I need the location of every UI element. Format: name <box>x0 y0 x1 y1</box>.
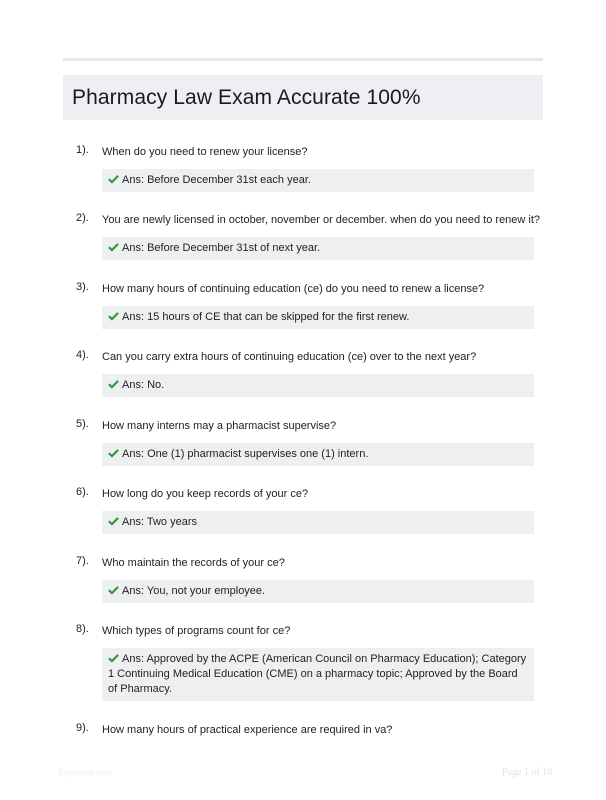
question-number: 4). <box>76 349 89 361</box>
answer-text: Ans: 15 hours of CE that can be skipped for the first renew. <box>122 311 410 323</box>
question-text: How many hours of practical experience are required in va? <box>102 724 393 736</box>
check-icon <box>108 174 119 184</box>
answer-box <box>102 169 534 192</box>
answer-box <box>102 237 534 260</box>
page-number: Page 1 of 10 <box>502 767 553 778</box>
answer-text: Ans: You, not your employee. <box>122 585 266 597</box>
check-icon <box>108 379 119 389</box>
answer-box <box>102 443 534 466</box>
answer-text: Ans: One (1) pharmacist supervises one (1) intern. <box>122 448 369 460</box>
page-title: Pharmacy Law Exam Accurate 100% <box>72 85 421 109</box>
answer-text: Ans: Before December 31st each year. <box>122 174 311 186</box>
question-number: 9). <box>76 722 89 734</box>
check-icon <box>108 311 119 321</box>
title-banner <box>63 75 543 120</box>
check-icon <box>108 585 119 595</box>
answer-box <box>102 374 534 397</box>
top-divider <box>63 58 543 61</box>
answer-text: Ans: Two years <box>122 516 197 528</box>
answer-text: Ans: No. <box>122 379 165 391</box>
question-text: How long do you keep records of your ce? <box>102 488 309 500</box>
answer-text: Ans: Before December 31st of next year. <box>122 242 321 254</box>
question-text: Which types of programs count for ce? <box>102 625 291 637</box>
question-text: How many interns may a pharmacist supervise? <box>102 420 337 432</box>
question-text: You are newly licensed in october, november or december. when do you need to renew it? <box>102 214 541 226</box>
answer-box <box>102 580 534 603</box>
question-number: 3). <box>76 281 89 293</box>
question-number: 1). <box>76 144 89 156</box>
answer-text: Ans: Approved by the ACPE (American Council on Pharmacy Education); Category 1 Continuing Medical Education (CME) on a pharmacy topic; Approved by the Board of Pharmacy. <box>108 653 527 695</box>
question-text: How many hours of continuing education (ce) do you need to renew a license? <box>102 283 485 295</box>
question-number: 7). <box>76 555 89 567</box>
answer-box <box>102 648 534 701</box>
check-icon <box>108 448 119 458</box>
question-number: 2). <box>76 212 89 224</box>
answer-box <box>102 306 534 329</box>
question-number: 8). <box>76 623 89 635</box>
check-icon <box>108 653 119 663</box>
footer-watermark: Paperssub.com <box>58 767 113 777</box>
question-text: Can you carry extra hours of continuing education (ce) over to the next year? <box>102 351 477 363</box>
answer-box <box>102 511 534 534</box>
question-number: 5). <box>76 418 89 430</box>
question-text: When do you need to renew your license? <box>102 146 308 158</box>
question-number: 6). <box>76 486 89 498</box>
check-icon <box>108 242 119 252</box>
question-text: Who maintain the records of your ce? <box>102 557 285 569</box>
check-icon <box>108 516 119 526</box>
